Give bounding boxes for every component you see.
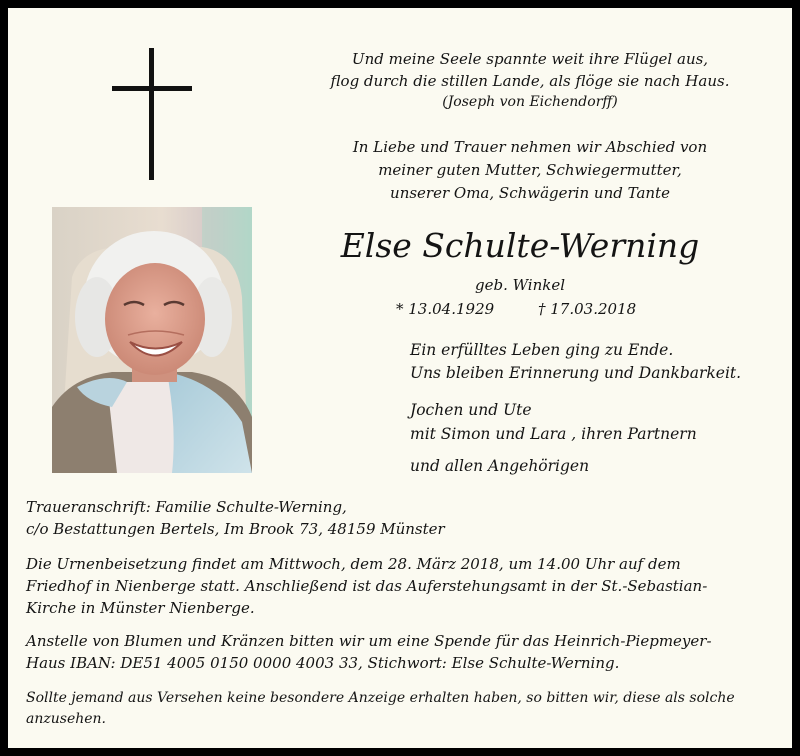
intro-line: meiner guten Mutter, Schwiegermutter, (378, 161, 682, 179)
donation-line: Haus IBAN: DE51 4005 0150 0000 4003 33, Stichwort: Else Schulte-Werning. (26, 654, 620, 672)
saying-line: Uns bleiben Erinnerung und Dankbarkeit. (410, 364, 742, 382)
birth-date: * 13.04.1929 (396, 300, 495, 318)
saying (410, 339, 780, 385)
urn-line: Friedhof in Nienberge statt. Anschließend ist das Auferstehungsamt in der St.-Sebastian- (26, 577, 708, 595)
poem-line: Und meine Seele spannte weit ihre Flügel aus, (351, 50, 709, 68)
donation-line: Anstelle von Blumen und Kränzen bitten wir um eine Spende für das Heinrich-Piepmeyer- (26, 632, 712, 650)
family-line: und allen Angehörigen (410, 457, 590, 475)
obituary-card (8, 8, 792, 748)
urn-line: Kirche in Münster Nienberge. (26, 599, 255, 617)
intro-line: In Liebe und Trauer nehmen wir Abschied von (352, 138, 708, 156)
address-line: Traueranschrift: Familie Schulte-Werning, (26, 498, 347, 516)
saying-line: Ein erfülltes Leben ging zu Ende. (410, 341, 674, 359)
intro-line: unserer Oma, Schwägerin und Tante (390, 184, 670, 202)
poem-line: flog durch die stillen Lande, als flöge sie nach Haus. (330, 72, 730, 90)
cross-icon (112, 48, 192, 180)
deceased-name: Else Schulte-Werning (340, 226, 700, 265)
portrait-photo (52, 207, 252, 473)
death-date: † 17.03.2018 (538, 300, 637, 318)
urn-line: Die Urnenbeisetzung findet am Mittwoch, dem 28. März 2018, um 14.00 Uhr auf dem (26, 555, 681, 573)
family-signature (410, 398, 780, 478)
intro-text (320, 136, 740, 205)
poem-author: (Joseph von Eichendorff) (442, 94, 618, 110)
address-line: c/o Bestattungen Bertels, Im Brook 73, 48159 Münster (26, 520, 445, 538)
family-line: Jochen und Ute (410, 401, 532, 419)
donation-info (26, 630, 781, 674)
announcement-note (26, 688, 781, 730)
family-line: mit Simon und Lara , ihren Partnern (410, 425, 697, 443)
urn-burial-info (26, 553, 781, 619)
announcement-line: Sollte jemand aus Versehen keine besondere Anzeige erhalten haben, so bitten wir, diese als solche (26, 690, 735, 706)
maiden-name: geb. Winkel (475, 276, 565, 294)
mourning-address (26, 496, 776, 540)
poem (320, 48, 740, 92)
announcement-line: anzusehen. (26, 711, 106, 727)
